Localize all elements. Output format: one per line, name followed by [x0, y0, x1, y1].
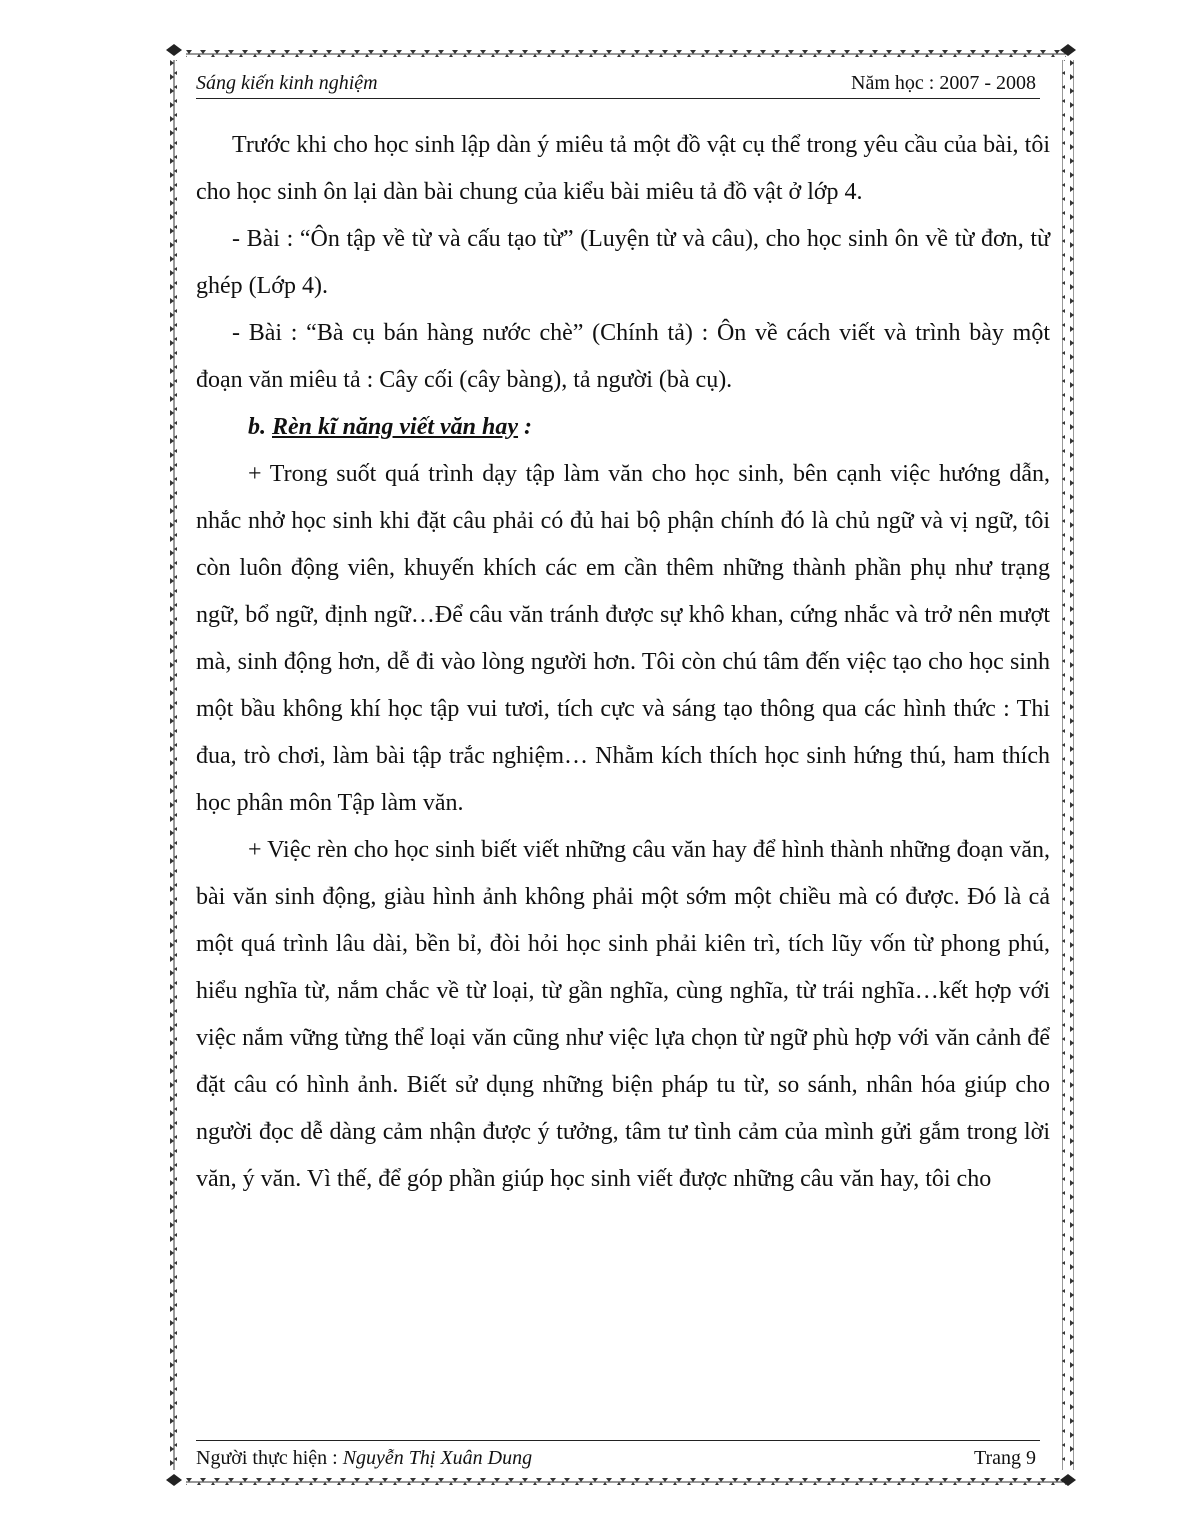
- header-school-year: Năm học : 2007 - 2008: [851, 72, 1036, 94]
- author-label: Người thực hiện :: [196, 1447, 343, 1469]
- paragraph-2: - Bài : “Ôn tập về từ và cấu tạo từ” (Luyện từ và câu), cho học sinh ôn về từ đơn, từ ghép (Lớp 4).: [196, 226, 1050, 299]
- paragraph-3: - Bài : “Bà cụ bán hàng nước chè” (Chính tả) : Ôn về cách viết và trình bày một đoạn văn miêu tả : Cây cối (cây bàng), tả người (bà cụ).: [196, 320, 1050, 393]
- paragraph-5: + Việc rèn cho học sinh biết viết những câu văn hay để hình thành những đoạn văn, bài văn sinh động, giàu hình ảnh không phải một sớm một chiều mà có được. Đó là cả một quá trình lâu dài, bền bỉ, đòi hỏi học sinh phải kiên trì, tích lũy vốn từ phong phú, hiểu nghĩa từ, nắm chắc về từ loại, từ gần nghĩa, cùng nghĩa, từ trái nghĩa…kết hợp với việc nắm vững từng thể loại văn cũng như việc lựa chọn từ ngữ phù hợp với văn cảnh để đặt câu có hình ảnh. Biết sử dụng những biện pháp tu từ, so sánh, nhân hóa giúp cho người đọc dễ dàng cảm nhận được ý tưởng, tâm tư tình cảm của mình gửi gắm trong lời văn, ý văn. Vì thế, để góp phần giúp học sinh viết được những câu văn hay, tôi cho: [196, 837, 1050, 1192]
- header-title: Sáng kiến kinh nghiệm: [196, 72, 378, 94]
- page-number: Trang 9: [973, 1447, 1036, 1469]
- footer-author: [196, 1447, 532, 1470]
- author-name: Nguyễn Thị Xuân Dung: [342, 1447, 533, 1469]
- paragraph-4: + Trong suốt quá trình dạy tập làm văn cho học sinh, bên cạnh việc hướng dẫn, nhắc nhở học sinh khi đặt câu phải có đủ hai bộ phận chính đó là chủ ngữ và vị ngữ, tôi còn luôn động viên, khuyến khích các em cần thêm những thành phần phụ như trạng ngữ, bổ ngữ, định ngữ…Để câu văn tránh được sự khô khan, cứng nhắc và trở nên mượt mà, sinh động hơn, dễ đi vào lòng người hơn. Tôi còn chú tâm đến việc tạo cho học sinh một bầu không khí học tập vui tươi, tích cực và sáng tạo thông qua các hình thức : Thi đua, trò chơi, làm bài tập trắc nghiệm… Nhằm kích thích học sinh hứng thú, ham thích học phân môn Tập làm văn.: [196, 461, 1050, 816]
- heading-title: Rèn kĩ năng viết văn hay: [272, 414, 519, 440]
- heading-prefix: b.: [248, 414, 272, 440]
- paragraph-1: Trước khi cho học sinh lập dàn ý miêu tả một đồ vật cụ thể trong yêu cầu của bài, tôi cho học sinh ôn lại dàn bài chung của kiểu bài miêu tả đồ vật ở lớp 4.: [196, 132, 1050, 205]
- section-heading: [196, 404, 1050, 451]
- page-header: [196, 72, 1040, 99]
- page-footer: [196, 1440, 1040, 1475]
- document-body: [196, 122, 1050, 1203]
- heading-suffix: :: [518, 414, 533, 440]
